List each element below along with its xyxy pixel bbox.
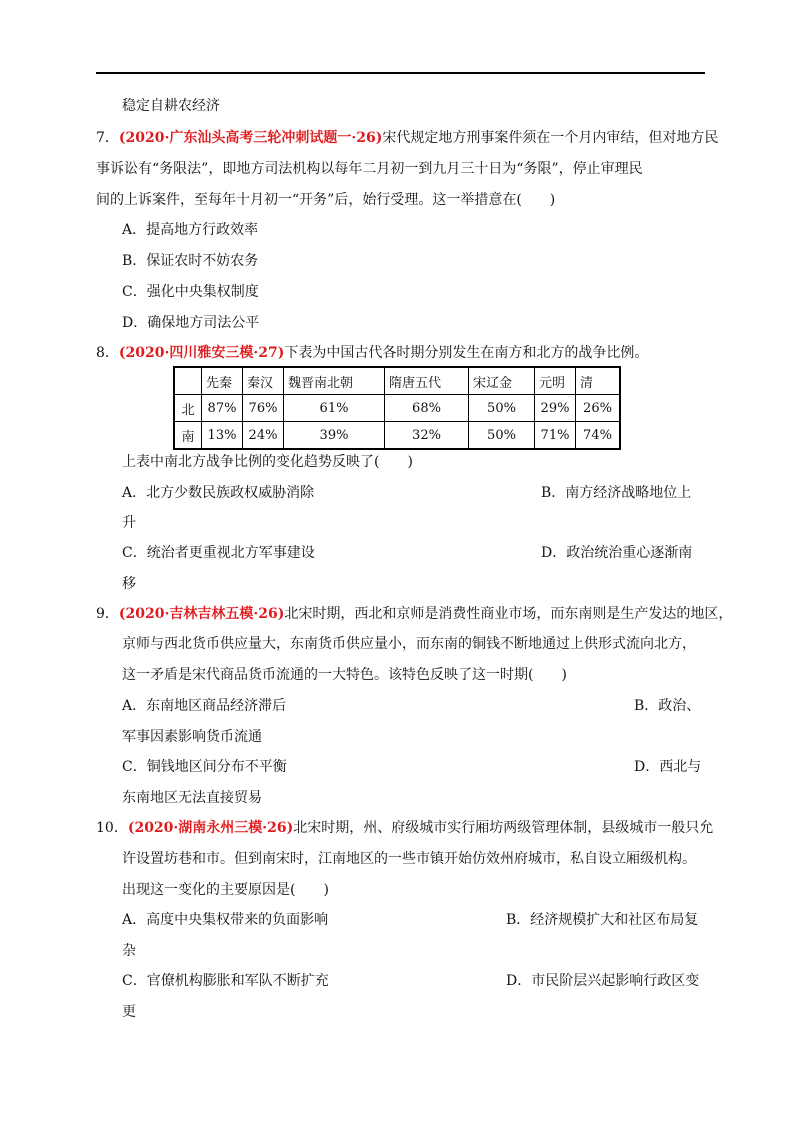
question-9-stem-line-2: 京师与西北货币供应量大，东南货币供应量小，而东南的铜钱不断地通过上供形式流向北方， <box>122 636 696 652</box>
question-9-stem-line-3: 这一矛盾是宋代商品货币流通的一大特色。该特色反映了这一时期( ) <box>122 667 567 683</box>
question-source: (2020·湖南永州三模·26) <box>127 820 294 836</box>
question-number: 7． <box>96 130 119 146</box>
question-8-stem <box>96 343 648 363</box>
question-7-stem-line-2: 事诉讼有“务限法”，即地方司法机构以每年二月初一到九月三十日为“务限”，停止审理民 <box>96 161 643 177</box>
option-10b: B．经济规模扩大和社区布局复 <box>506 912 699 928</box>
table-cell: 32% <box>385 422 469 450</box>
table-cell: 26% <box>576 395 621 422</box>
option-7d: D．确保地方司法公平 <box>122 315 260 331</box>
question-number: 10． <box>96 820 128 836</box>
question-7-stem-line-3: 间的上诉案件，至每年十月初一“开务”后，始行受理。这一举措意在( ) <box>96 192 556 208</box>
option-9b: B．政治、 <box>634 698 701 714</box>
question-source: (2020·吉林吉林五模·26) <box>118 606 285 622</box>
table-cell: 24% <box>243 422 284 450</box>
option-8a: A．北方少数民族政权威胁消除 <box>122 485 315 501</box>
table-cell: 南 <box>174 422 202 450</box>
option-10a: A．高度中央集权带来的负面影响 <box>122 912 329 928</box>
option-7b: B．保证农时不妨农务 <box>122 253 259 269</box>
question-7-stem-line-1 <box>96 128 718 148</box>
header-rule <box>96 72 705 74</box>
question-10-stem-line-2: 许设置坊巷和市。但到南宋时，江南地区的一些市镇开始仿效州府城市，私自设立厢级机构。 <box>122 851 696 867</box>
question-text: 下表为中国古代各时期分别发生在南方和北方的战争比例。 <box>284 345 649 361</box>
option-7c: C．强化中央集权制度 <box>122 284 259 300</box>
option-7a: A．提高地方行政效率 <box>122 222 259 238</box>
option-9d: D．西北与 <box>634 759 702 775</box>
table-cell: 71% <box>535 422 576 450</box>
table-header-cell: 隋唐五代 <box>385 367 469 395</box>
option-8d: D．政治统治重心逐渐南 <box>541 545 693 561</box>
question-text: 宋代规定地方刑事案件须在一个月内审结，但对地方民 <box>382 130 719 146</box>
table-row <box>174 395 620 422</box>
table-header-cell: 清 <box>576 367 621 395</box>
option-10b-continued: 杂 <box>122 943 136 959</box>
table-header-cell: 魏晋南北朝 <box>284 367 385 395</box>
table-cell: 北 <box>174 395 202 422</box>
question-number: 9． <box>96 606 119 622</box>
question-9-stem-line-1 <box>96 604 732 624</box>
table-cell: 68% <box>385 395 469 422</box>
option-10d: D．市民阶层兴起影响行政区变 <box>506 973 700 989</box>
option-9a: A．东南地区商品经济滞后 <box>122 698 287 714</box>
table-header-cell <box>174 367 202 395</box>
table-cell: 74% <box>576 422 621 450</box>
table-row <box>174 422 620 450</box>
option-10c: C．官僚机构膨胀和军队不断扩充 <box>122 973 329 989</box>
war-ratio-table <box>173 366 621 450</box>
continued-text: 稳定自耕农经济 <box>122 98 220 114</box>
table-cell: 39% <box>284 422 385 450</box>
table-cell: 50% <box>469 395 535 422</box>
option-8d-continued: 移 <box>122 576 136 592</box>
table-header-cell: 宋辽金 <box>469 367 535 395</box>
table-header-cell: 先秦 <box>202 367 243 395</box>
option-9c: C．铜钱地区间分布不平衡 <box>122 759 287 775</box>
question-number: 8． <box>96 345 119 361</box>
table-header-row <box>174 367 620 395</box>
option-10d-continued: 更 <box>122 1004 136 1020</box>
table-header-cell: 秦汉 <box>243 367 284 395</box>
option-8b-continued: 升 <box>122 515 136 531</box>
table-cell: 13% <box>202 422 243 450</box>
table-header-cell: 元明 <box>535 367 576 395</box>
option-9d-continued: 东南地区无法直接贸易 <box>122 790 262 806</box>
table-cell: 50% <box>469 422 535 450</box>
question-10-stem-line-1 <box>96 818 713 838</box>
table-cell: 29% <box>535 395 576 422</box>
table-cell: 61% <box>284 395 385 422</box>
table-cell: 87% <box>202 395 243 422</box>
question-text: 北宋时期，州、府级城市实行厢坊两级管理体制，县级城市一般只允 <box>293 820 714 836</box>
option-8c: C．统治者更重视北方军事建设 <box>122 545 315 561</box>
question-8-prompt: 上表中南北方战争比例的变化趋势反映了( ) <box>122 454 413 470</box>
question-10-stem-line-3: 出现这一变化的主要原因是( ) <box>122 882 329 898</box>
option-8b: B．南方经济战略地位上 <box>541 485 692 501</box>
question-text: 北宋时期，西北和京师是消费性商业市场，而东南则是生产发达的地区， <box>284 606 733 622</box>
question-source: (2020·四川雅安三模·27) <box>118 345 285 361</box>
option-9b-continued: 军事因素影响货币流通 <box>122 729 262 745</box>
table-cell: 76% <box>243 395 284 422</box>
question-source: (2020·广东汕头高考三轮冲刺试题一·26) <box>118 130 383 146</box>
